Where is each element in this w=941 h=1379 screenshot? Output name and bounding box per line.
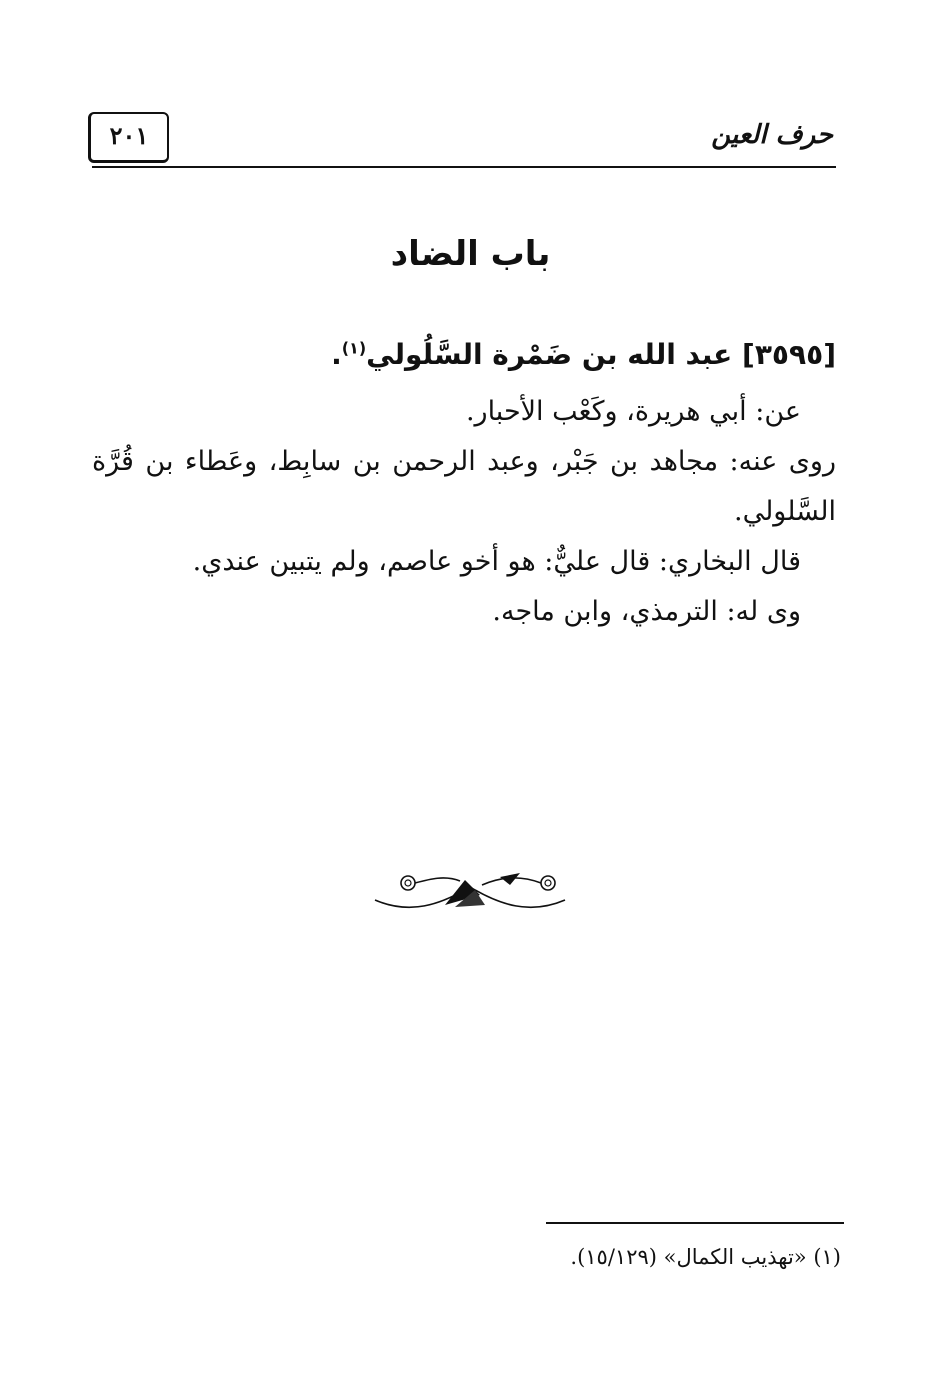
ornament-divider <box>370 865 570 915</box>
page-number: ٢٠١ <box>88 112 169 163</box>
narrators-line-2: السَّلولي. <box>733 496 836 527</box>
header-rule <box>92 166 836 168</box>
section-title: باب الضاد <box>390 234 551 274</box>
footnote: (١) «تهذيب الكمال» (١٥/١٢٩). <box>570 1245 841 1269</box>
running-header: حرف العين <box>711 120 833 150</box>
footnote-rule <box>546 1222 844 1224</box>
bukhari-line: قال البخاري: قال عليٌّ: هو أخو عاصم، ولم يتبين عندي. <box>192 546 801 577</box>
entry-end: . <box>331 338 342 371</box>
entry-name: عبد الله بن ضَمْرة السَّلُولي <box>366 338 733 371</box>
narrators-line-1: روى عنه: مجاهد بن جَبْر، وعبد الرحمن بن سابِط، وعَطاء بن قُرَّة <box>92 446 836 477</box>
from-line: عن: أبي هريرة، وكَعْب الأحبار. <box>465 396 801 427</box>
entry-heading <box>331 338 836 371</box>
narrated-by-line: وى له: الترمذي، وابن ماجه. <box>492 596 801 627</box>
entry-number: [٣٥٩٥] <box>742 338 836 371</box>
footnote-reference: (١) <box>341 338 367 358</box>
